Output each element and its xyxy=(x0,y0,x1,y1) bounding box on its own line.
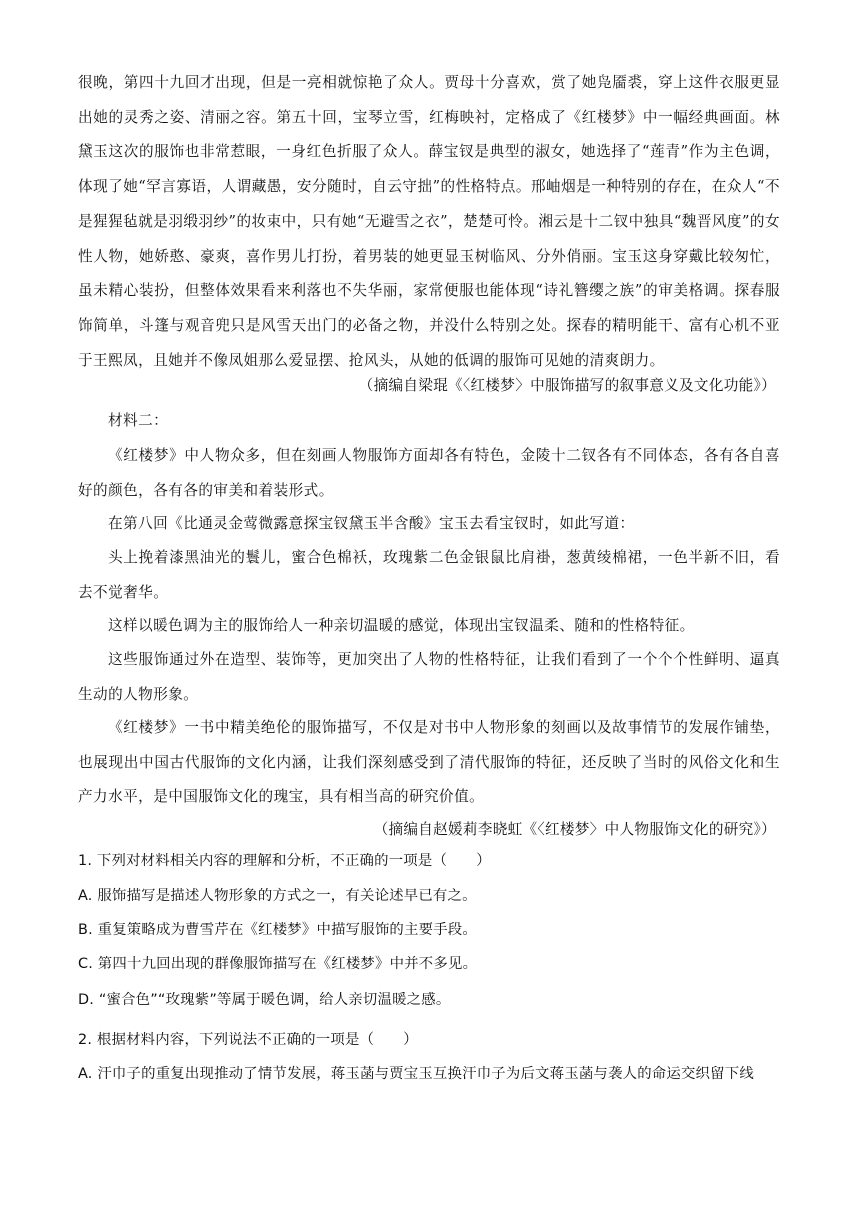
question-2-option-a: A. 汗巾子的重复出现推动了情节发展，蒋玉菡与贾宝玉互换汗巾子为后文蒋玉菡与袭人的命运交织留下线 xyxy=(78,1066,754,1082)
question-1-option-a: A. 服饰描写是描述人物形象的方式之一，有关论述早已有之。 xyxy=(78,888,477,904)
material-two-paragraph-4: 这样以暖色调为主的服饰给人一种亲切温暖的感觉，体现出宝钗温柔、随和的性格特征。 xyxy=(108,617,695,634)
material-one-source: （摘编自梁琨《〈红楼梦〉中服饰描写的叙事意义及文化功能》） xyxy=(358,377,776,394)
question-2-stem: 2. 根据材料内容，下列说法不正确的一项是（ ） xyxy=(78,1032,418,1048)
material-two-paragraph-1: 《红楼梦》中人物众多，但在刻画人物服饰方面却各有特色，金陵十二钗各有不同体态，各有各自喜好的颜色，各有各的审美和着装形式。 xyxy=(78,447,780,499)
material-two-heading: 材料二： xyxy=(108,412,169,429)
material-two-quote: 头上挽着漆黑油光的鬟儿，蜜合色棉袄，玫瑰紫二色金银鼠比肩褂，葱黄绫棉裙，一色半新不旧，看去不觉奢华。 xyxy=(78,549,780,601)
question-1-option-c: C. 第四十九回出现的群像服饰描写在《红楼梦》中并不多见。 xyxy=(78,956,478,972)
material-two-paragraph-2: 在第八回《比通灵金莺微露意探宝钗黛玉半含酸》宝玉去看宝钗时，如此写道： xyxy=(108,515,635,532)
material-two-source: （摘编自赵媛莉李晓虹《〈红楼梦〉中人物服饰文化的研究》） xyxy=(373,821,776,838)
question-1-option-b: B. 重复策略成为曹雪芹在《红楼梦》中描写服饰的主要手段。 xyxy=(78,922,477,938)
question-1-option-d: D. “蜜合色”“玫瑰紫”等属于暖色调，给人亲切温暖之感。 xyxy=(78,992,451,1008)
material-two-paragraph-6: 《红楼梦》一书中精美绝伦的服饰描写，不仅是对书中人物形象的刻画以及故事情节的发展作铺垫，也展现出中国古代服饰的文化内涵，让我们深刻感受到了清代服饰的特征，还反映了当时的风俗文化和生产力水平，是中国服饰文化的瑰宝，具有相当高的研究价值。 xyxy=(78,719,780,806)
material-one-paragraph: 很晚，第四十九回才出现，但是一亮相就惊艳了众人。贾母十分喜欢，赏了她凫靥裘，穿上这件衣服更显出她的灵秀之姿、清丽之容。第五十回，宝琴立雪，红梅映衬，定格成了《红楼梦》中一幅经典画面。林黛玉这次的服饰也非常惹眼，一身红色折服了众人。薛宝钗是典型的淑女，她选择了“莲青”作为主色调，体现了她“罕言寡语，人谓藏愚，安分随时，自云守拙”的性格特点。邢岫烟是一种特别的存在，在众人“不是猩猩毡就是羽缎羽纱”的妆束中，只有她“无避雪之衣”，楚楚可怜。湘云是十二钗中独具“魏晋风度”的女性人物，她娇憨、豪爽，喜作男儿打扮，着男装的她更显玉树临风、分外俏丽。宝玉这身穿戴比较匆忙，虽未精心装扮，但整体效果看来利落也不失华丽，家常便服也能体现“诗礼簪缨之族”的审美格调。探春服饰简单，斗篷与观音兜只是风雪天出门的必备之物，并没什么特别之处。探春的精明能干、富有心机不亚于王熙凤，且她并不像凤姐那么爱显摆、抢风头，从她的低调的服饰可见她的清爽朗力。 xyxy=(78,74,780,369)
question-1-stem: 1. 下列对材料相关内容的理解和分析，不正确的一项是（ ） xyxy=(78,853,491,869)
material-two-paragraph-5: 这些服饰通过外在造型、装饰等，更加突出了人物的性格特征，让我们看到了一个个个性鲜明、逼真生动的人物形象。 xyxy=(78,651,780,703)
